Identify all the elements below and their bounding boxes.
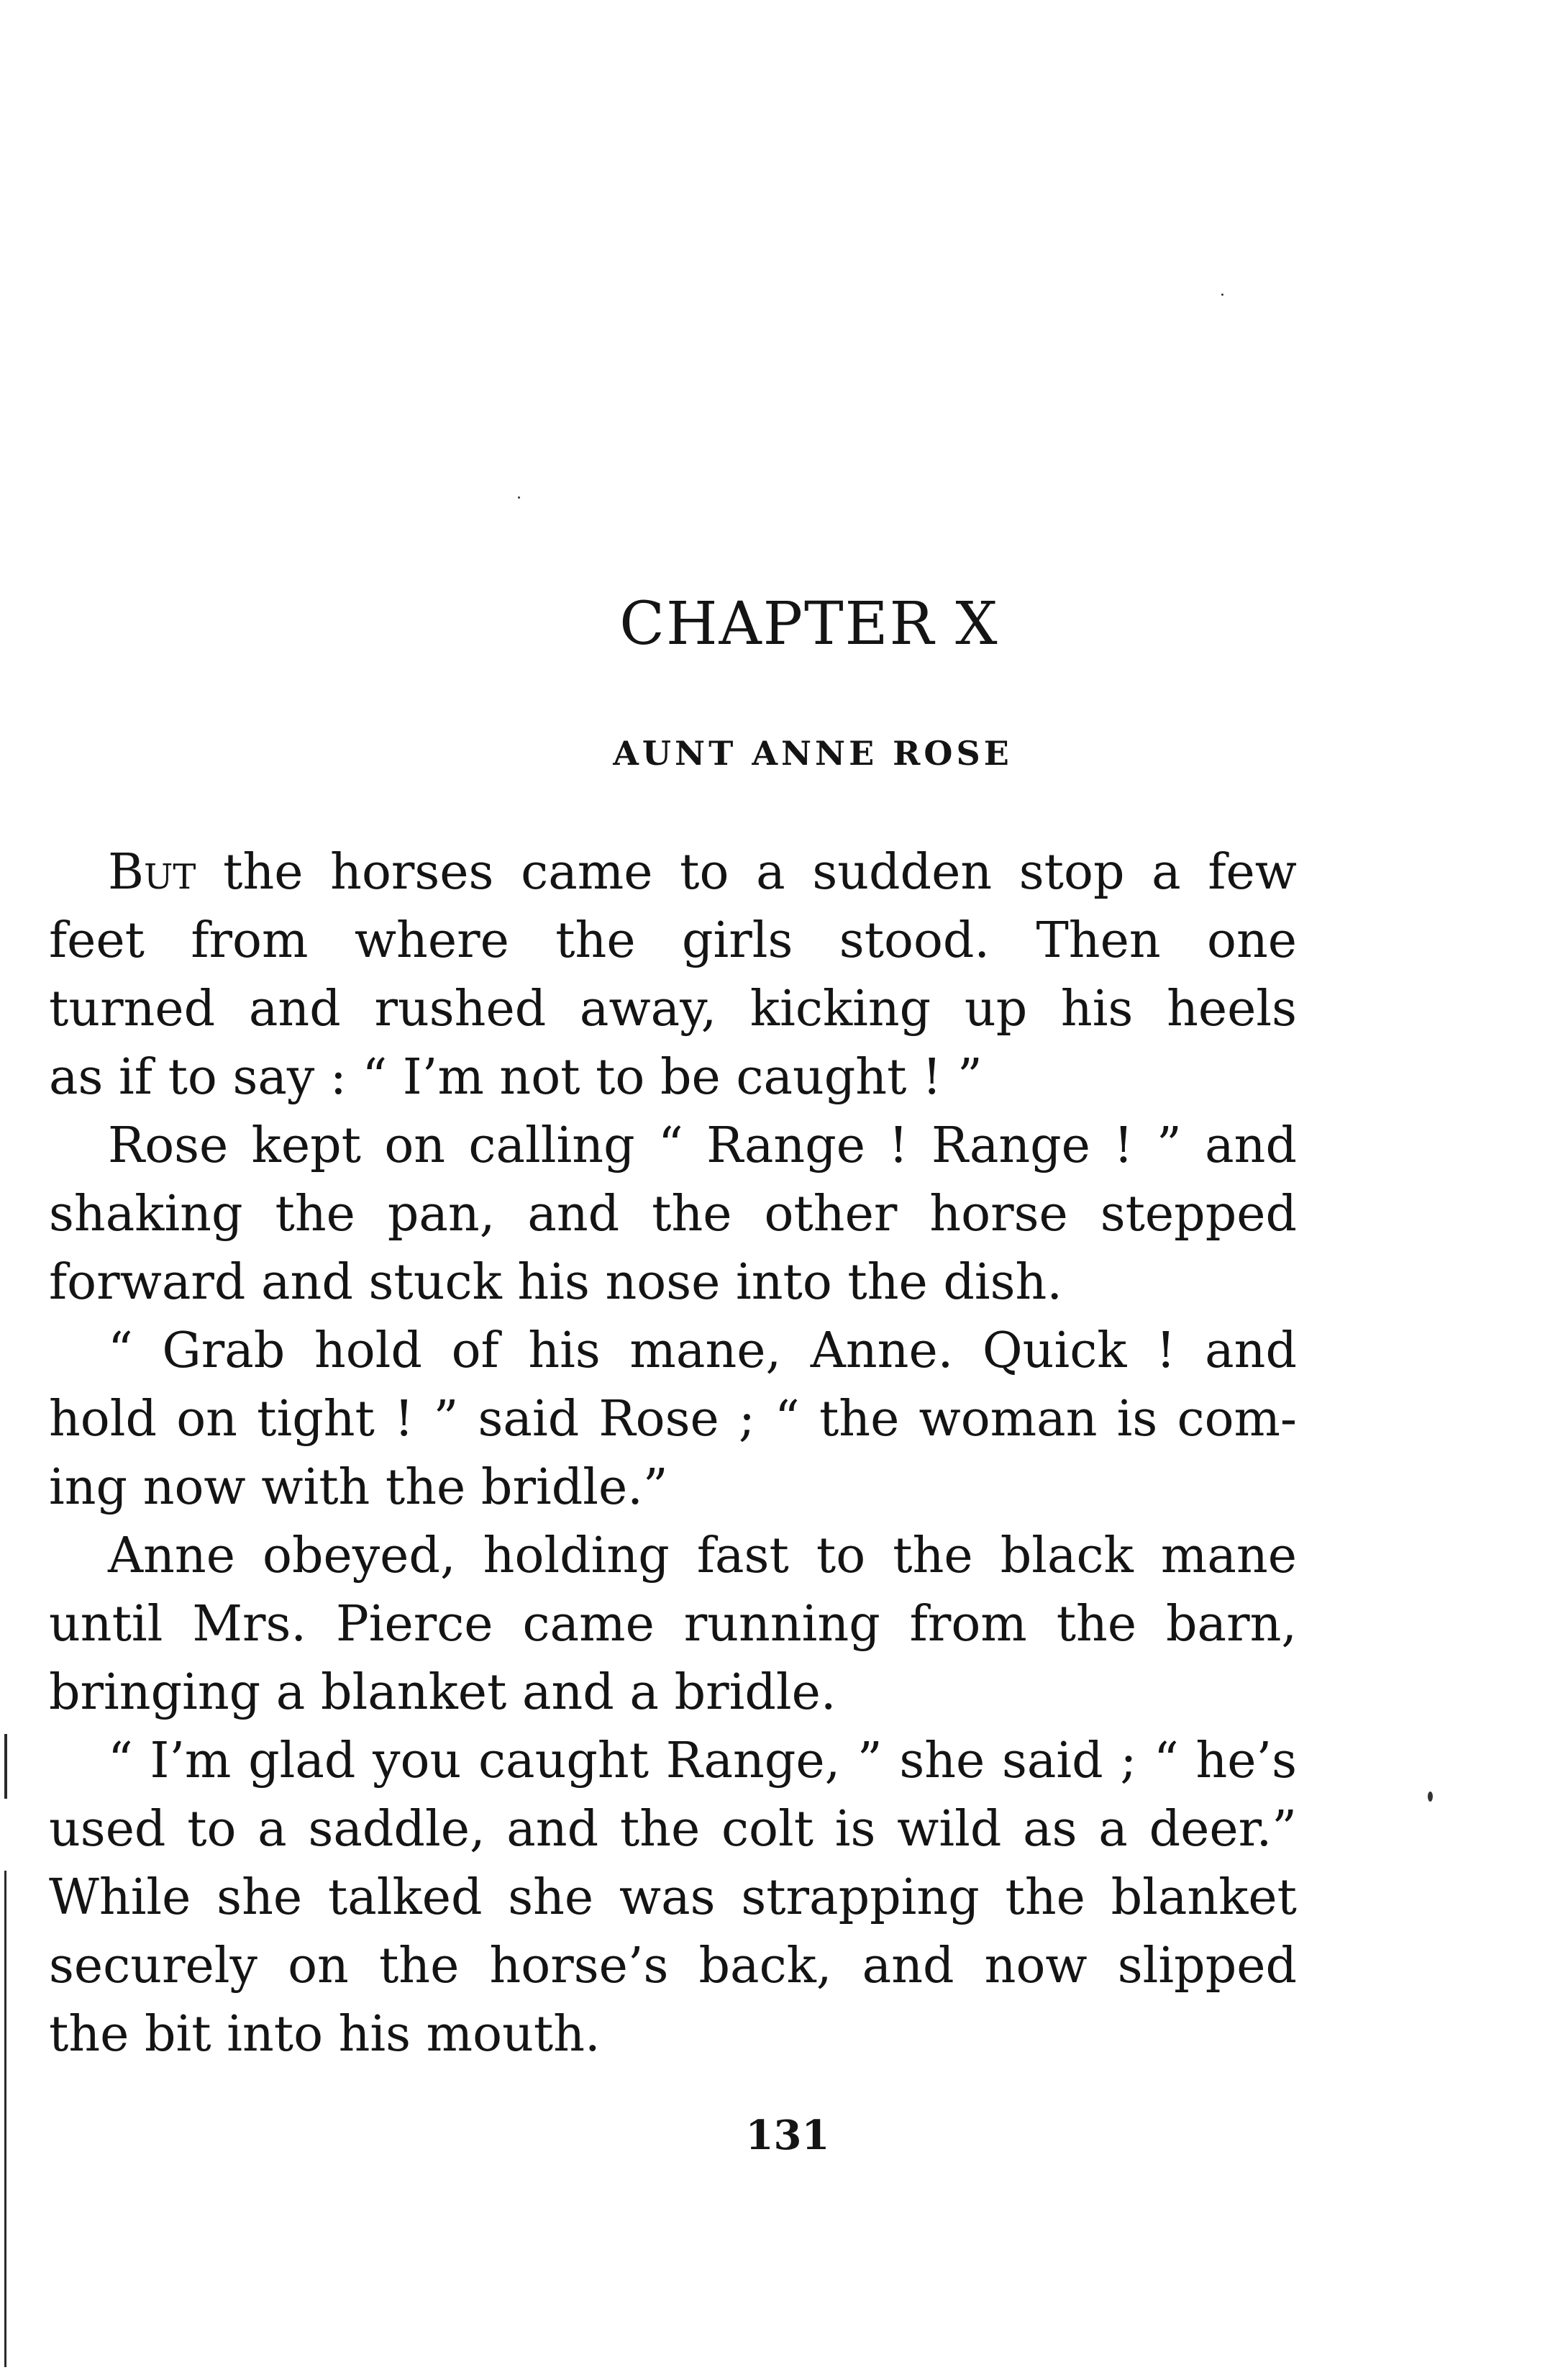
text-line: used to a saddle, and the colt is wild as a deer.” (49, 1801, 1297, 1858)
scan-speck (1221, 294, 1223, 296)
chapter-body (49, 838, 1297, 2069)
binding-edge-mark (4, 1871, 6, 2367)
text-line: securely on the horse’s back, and now slipped (49, 1938, 1297, 1994)
text-line: “ Grab hold of his mane, Anne. Quick ! and (108, 1322, 1297, 1379)
text-line: While she talked she was strapping the blanket (49, 1869, 1297, 1926)
scan-speck (518, 496, 520, 499)
text-line: “ I’m glad you caught Range, ” she said ; “ he’s (108, 1733, 1297, 1789)
drop-word: But (108, 844, 196, 901)
chapter-subtitle: AUNT ANNE ROSE (613, 734, 1013, 773)
text-line: until Mrs. Pierce came running from the barn, (49, 1596, 1297, 1653)
text-line: hold on tight ! ” said Rose ; “ the woman is com- (49, 1391, 1297, 1448)
text-line: forward and stuck his nose into the dish. (49, 1254, 1062, 1311)
chapter-title: CHAPTER X (619, 590, 999, 658)
text-line: shaking the pan, and the other horse stepped (49, 1186, 1297, 1243)
text-line: the bit into his mouth. (49, 2006, 601, 2063)
binding-edge-mark (4, 1734, 7, 1799)
text-line: feet from where the girls stood. Then one (49, 912, 1297, 969)
text-line: bringing a blanket and a bridle. (49, 1664, 837, 1721)
text-line (49, 838, 1297, 907)
text-line: turned and rushed away, kicking up his heels (49, 981, 1297, 1038)
scan-speck (1428, 1792, 1433, 1802)
text-line: as if to say : “ I’m not to be caught ! ” (49, 1049, 983, 1106)
line-text: the horses came to a sudden stop a few (196, 844, 1297, 901)
text-line: ing now with the bridle.” (49, 1459, 668, 1516)
page-number: 131 (745, 2112, 830, 2159)
text-line: Anne obeyed, holding fast to the black mane (108, 1527, 1297, 1584)
text-line: Rose kept on calling “ Range ! Range ! ” and (108, 1117, 1297, 1174)
